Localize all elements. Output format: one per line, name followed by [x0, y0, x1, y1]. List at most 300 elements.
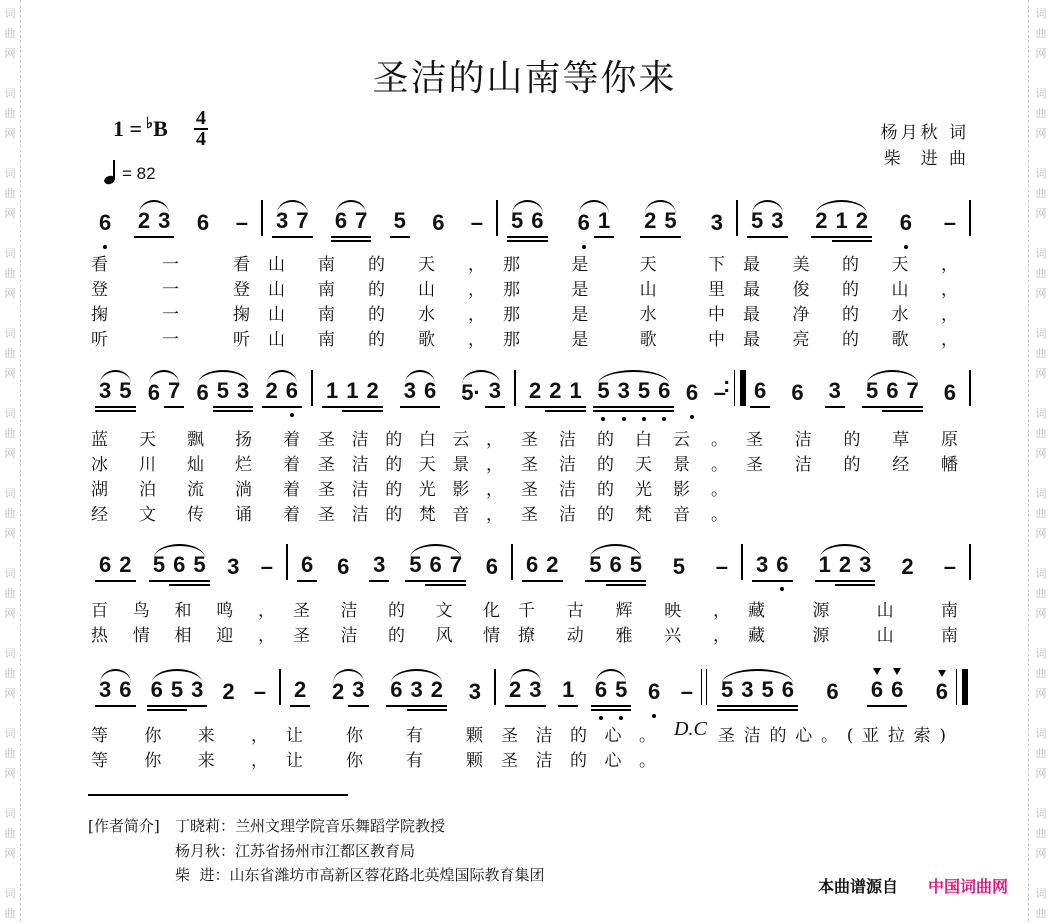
- key-signature: [113, 114, 168, 142]
- note: 7: [164, 379, 184, 408]
- note: 6: [791, 380, 804, 405]
- watermark-char: 网: [4, 767, 16, 780]
- source-label: 本曲谱源自: [818, 877, 899, 896]
- note: 5: [405, 553, 425, 582]
- lyric-line: 那是水中: [503, 305, 725, 325]
- note-group: [390, 209, 410, 238]
- note: 1: [832, 209, 852, 238]
- watermark-char: 曲: [1035, 907, 1047, 920]
- note-group: [290, 678, 310, 707]
- watermark-char: 网: [1035, 287, 1047, 300]
- note: 6: [196, 380, 209, 405]
- watermark-char: 词: [4, 807, 16, 820]
- lyric-line: 湖泊流淌着: [91, 480, 300, 500]
- note: 5: [189, 553, 209, 582]
- watermark-char: 网: [1035, 367, 1047, 380]
- measure: [495, 667, 707, 707]
- sustain-dash: –: [235, 210, 248, 235]
- watermark-char: 网: [4, 207, 16, 220]
- measure: [85, 198, 262, 238]
- watermark-char: 词: [4, 167, 16, 180]
- measure: [287, 542, 512, 582]
- note: 3: [154, 209, 174, 238]
- lyric-line: 那是山里: [503, 280, 725, 300]
- note: 3: [767, 209, 787, 238]
- slur-group: [640, 209, 681, 238]
- note: 1: [342, 379, 362, 408]
- note: 3: [485, 379, 505, 408]
- slur-group: [95, 678, 136, 707]
- note-group: [752, 553, 793, 582]
- lyric-line: 百鸟和鸣，: [91, 601, 275, 621]
- sustain-dash: –: [715, 554, 728, 579]
- note: 6: [682, 381, 702, 408]
- watermark-char: 网: [4, 527, 16, 540]
- note-group: [677, 680, 697, 707]
- watermark-char: 网: [4, 687, 16, 700]
- watermark-char: 网: [4, 367, 16, 380]
- watermark-char: 词: [1035, 567, 1047, 580]
- note-group: [558, 678, 578, 707]
- measure: [707, 667, 962, 707]
- lyric-line: 圣洁的风情: [293, 626, 500, 646]
- watermark-char: 词: [4, 567, 16, 580]
- note-group: [825, 379, 845, 408]
- note: 6: [115, 678, 135, 707]
- note: 3: [752, 553, 772, 582]
- lyric-line: 藏源山南: [748, 601, 958, 621]
- watermark-char: 网: [1035, 127, 1047, 140]
- note: 6: [297, 553, 317, 582]
- slur-group: [591, 678, 632, 707]
- note-group: [940, 555, 960, 582]
- slur-group: [400, 379, 441, 408]
- note-group: [750, 379, 770, 408]
- note-group: [369, 553, 389, 582]
- note: 5: [634, 379, 654, 408]
- note: 3: [227, 554, 240, 579]
- bio-entry: 丁晓莉：兰州文理学院音乐舞蹈学院教授: [175, 817, 446, 835]
- slur-group: [331, 209, 372, 238]
- watermark-char: 曲: [4, 907, 16, 920]
- lyric-line: 热情相迎，: [91, 626, 275, 646]
- slur-group: [149, 553, 210, 582]
- note: 3: [614, 379, 634, 408]
- lyric-line: 圣洁的光影。: [521, 480, 728, 500]
- watermark-char: 网: [1035, 527, 1047, 540]
- watermark-char: 曲: [1035, 27, 1047, 40]
- note: 7: [351, 209, 371, 238]
- lyric-line: 让你有颗: [286, 751, 483, 771]
- watermark-char: 曲: [4, 347, 16, 360]
- watermark-char: 曲: [4, 187, 16, 200]
- tempo-marking: [104, 160, 156, 184]
- watermark-char: 网: [1035, 847, 1047, 860]
- note-group: [193, 211, 213, 238]
- note-group: [712, 555, 732, 582]
- sustain-dash: –: [253, 679, 266, 704]
- note-group: [95, 211, 115, 238]
- lyric-line: 圣洁的心。: [501, 751, 656, 771]
- measure: [262, 198, 497, 238]
- sustain-dash: –: [943, 210, 956, 235]
- note: 2: [811, 209, 831, 238]
- watermark-char: 词: [1035, 887, 1047, 900]
- note: 3: [407, 678, 427, 707]
- lyric-line: 让你有颗: [286, 726, 483, 746]
- note: 7: [292, 209, 312, 238]
- note: 6: [196, 210, 210, 235]
- measure: [737, 198, 970, 238]
- song-title: 圣洁的山南等你来: [372, 58, 677, 99]
- watermark-char: 词: [4, 7, 16, 20]
- lyric-line: 最俊的山，: [743, 280, 958, 300]
- single-barline: [969, 200, 971, 236]
- note: 2: [505, 678, 525, 707]
- note: 6: [591, 678, 611, 707]
- note: 6: [606, 553, 626, 582]
- lyric-line: 圣洁的经幡: [746, 455, 958, 475]
- note: 6: [95, 211, 115, 238]
- note-group: [522, 553, 563, 582]
- measure: [85, 368, 312, 408]
- note: 2: [115, 553, 135, 582]
- watermark-char: 曲: [1035, 507, 1047, 520]
- lyric-line: 登一登: [91, 280, 250, 300]
- key-tonic: 1: [113, 116, 124, 141]
- watermark-char: 曲: [1035, 587, 1047, 600]
- note-group: [232, 211, 252, 238]
- note: 5: [115, 379, 135, 408]
- note-group: [897, 555, 917, 582]
- note: 6: [522, 553, 542, 582]
- bio-entry: 柴 进：山东省潍坊市高新区蓉花路北英煌国际教育集团: [175, 866, 545, 884]
- watermark-char: 词: [4, 727, 16, 740]
- left-watermark-strip: [0, 0, 21, 921]
- lyric-line: 千古辉映，: [518, 601, 730, 621]
- note: 5·: [461, 380, 481, 405]
- quarter-note-icon: [104, 160, 118, 184]
- lyric-line: 圣洁的天景。: [521, 455, 728, 475]
- note: 6: [932, 680, 952, 707]
- note: 5: [390, 209, 410, 238]
- lyric-line: 藏源山南: [748, 626, 958, 646]
- lyric-line: 圣洁的草原: [746, 430, 958, 450]
- lyric-line: 圣洁的文化: [293, 601, 500, 621]
- lyric-line: 山南的歌，: [268, 330, 485, 350]
- watermark-char: 词: [1035, 407, 1047, 420]
- note: 6: [943, 380, 956, 405]
- note-group: [218, 680, 238, 707]
- note: 2: [332, 679, 345, 704]
- measure: [85, 667, 280, 707]
- meter-bottom: 4: [196, 128, 206, 150]
- note: 2: [542, 553, 562, 582]
- note: 2: [262, 379, 282, 408]
- note-group: [787, 381, 807, 408]
- note: 5: [660, 209, 680, 238]
- slur-group: [574, 209, 615, 238]
- note: 5: [626, 553, 646, 582]
- watermark-char: 词: [1035, 647, 1047, 660]
- note-group: [95, 553, 136, 582]
- lyric-line: 圣洁的天景，: [318, 455, 503, 475]
- watermark-char: 曲: [1035, 667, 1047, 680]
- note-group: [465, 680, 485, 707]
- slur-group: [386, 678, 447, 707]
- watermark-char: 网: [4, 127, 16, 140]
- note-group: [322, 379, 383, 408]
- note: 5: [747, 209, 767, 238]
- note-group: [257, 555, 277, 582]
- watermark-char: 曲: [4, 507, 16, 520]
- slur-group: [811, 209, 872, 238]
- watermark-char: 词: [4, 887, 16, 900]
- slur-group: [507, 209, 548, 238]
- note-group: [333, 555, 353, 582]
- note: 3: [272, 209, 292, 238]
- single-barline: [969, 370, 971, 406]
- sustain-dash: –: [680, 679, 693, 704]
- note: 5: [717, 678, 737, 707]
- measure: [742, 542, 970, 582]
- slur-group: [593, 379, 674, 408]
- measure: [312, 368, 515, 408]
- note: 3: [348, 678, 368, 707]
- note: 3: [468, 679, 481, 704]
- note: 3: [710, 210, 723, 235]
- watermark-char: 曲: [1035, 347, 1047, 360]
- note: 3: [233, 379, 253, 408]
- note: 2: [363, 379, 383, 408]
- measure: [497, 198, 737, 238]
- note: 3: [825, 379, 845, 408]
- note-group: [940, 381, 960, 408]
- note: 2: [852, 209, 872, 238]
- lyric-line: 那是天下: [503, 255, 725, 275]
- slur-group: [585, 553, 646, 582]
- watermark-char: 曲: [1035, 267, 1047, 280]
- watermark-char: 词: [4, 647, 16, 660]
- lyric-line: 圣洁的梵音，: [318, 505, 503, 525]
- note: 6: [750, 379, 770, 408]
- lyricist-credit: 杨月秋 词: [880, 123, 969, 143]
- slur-group: [505, 678, 546, 707]
- note: 2: [901, 554, 914, 579]
- note: 5: [672, 554, 685, 579]
- note: 6: [420, 379, 440, 408]
- lyric-line: 蓝天飘扬着: [91, 430, 300, 450]
- slur-group: [405, 553, 466, 582]
- measure: [515, 368, 740, 408]
- lyric-line: 最美的天，: [743, 255, 958, 275]
- note: 6: [644, 680, 664, 707]
- final-barline: [956, 669, 968, 705]
- note: 1: [594, 209, 614, 238]
- lyric-line: 圣洁的心。(亚拉索): [718, 726, 946, 746]
- note: 6: [282, 379, 302, 408]
- note: 6: [778, 678, 798, 707]
- watermark-char: 曲: [4, 667, 16, 680]
- note-group: [822, 680, 842, 707]
- note-group: [940, 211, 960, 238]
- lyric-line: 听一听: [91, 330, 250, 350]
- slur-group: [815, 553, 876, 582]
- watermark-char: 词: [1035, 7, 1047, 20]
- note: 6: [337, 554, 350, 579]
- watermark-char: 词: [4, 327, 16, 340]
- watermark-char: 曲: [4, 27, 16, 40]
- lyric-line: 经文传诵着: [91, 505, 300, 525]
- note-group: [669, 555, 689, 582]
- watermark-char: 网: [4, 287, 16, 300]
- note: 6: [425, 553, 445, 582]
- tempo-bpm: 82: [136, 164, 156, 183]
- note: 3: [95, 379, 115, 408]
- note-group: [428, 211, 448, 238]
- lyric-line: 最净的水，: [743, 305, 958, 325]
- slur-group: [717, 678, 798, 707]
- lyric-line: 圣洁的白云。: [521, 430, 728, 450]
- slur-group: [95, 379, 136, 408]
- note: 3: [187, 678, 207, 707]
- slur-group: [147, 678, 208, 707]
- measure: [85, 542, 287, 582]
- note: 6: [887, 678, 907, 707]
- watermark-char: 词: [4, 407, 16, 420]
- note: 5: [758, 678, 778, 707]
- watermark-char: 网: [1035, 767, 1047, 780]
- note: 5: [862, 379, 882, 408]
- note: 6: [896, 211, 916, 238]
- note: 5: [507, 209, 527, 238]
- source-site-link[interactable]: 中国词曲网: [928, 877, 1009, 896]
- note: 5: [593, 379, 613, 408]
- slur-group: [862, 379, 923, 408]
- slur-group: [457, 379, 505, 408]
- slur-group: [144, 379, 185, 408]
- note-group: [707, 211, 727, 238]
- note: 6: [147, 678, 167, 707]
- note-group: [297, 553, 317, 582]
- watermark-char: 曲: [4, 267, 16, 280]
- watermark-char: 词: [1035, 247, 1047, 260]
- note: 3: [855, 553, 875, 582]
- key-equals: =: [129, 116, 143, 141]
- note: 2: [835, 553, 855, 582]
- footnote-divider: [88, 794, 348, 796]
- note: 6: [432, 210, 445, 235]
- slur-group: [193, 379, 254, 408]
- slur-group: [328, 678, 369, 707]
- note-group: [250, 680, 270, 707]
- da-capo-marking: D.C: [674, 718, 707, 740]
- note: 1: [558, 678, 578, 707]
- bio-heading: [作者简介]: [88, 817, 160, 835]
- note: 3: [369, 553, 389, 582]
- lyric-line: 那是歌中: [503, 330, 725, 350]
- watermark-char: 网: [1035, 607, 1047, 620]
- note-group: [896, 211, 916, 238]
- key-note: B: [153, 116, 168, 141]
- composer-credit: 柴 进 曲: [883, 149, 969, 169]
- time-signature: [194, 107, 208, 150]
- note: 2: [290, 678, 310, 707]
- note: 2: [222, 679, 235, 704]
- right-watermark-strip: [1028, 0, 1049, 921]
- lyric-line: 圣洁的光影，: [318, 480, 503, 500]
- lyric-line: 冰川灿烂着: [91, 455, 300, 475]
- watermark-char: 词: [1035, 487, 1047, 500]
- bio-entry: 杨月秋：江苏省扬州市江都区教育局: [175, 842, 416, 860]
- note: 2: [134, 209, 154, 238]
- note: 6: [882, 379, 902, 408]
- note-group: [525, 379, 586, 408]
- watermark-char: 网: [1035, 207, 1047, 220]
- single-barline: [969, 544, 971, 580]
- note: 5: [213, 379, 233, 408]
- slur-group: [747, 209, 788, 238]
- note: 5: [585, 553, 605, 582]
- watermark-char: 词: [4, 247, 16, 260]
- note: 6: [527, 209, 547, 238]
- sustain-dash: –: [470, 210, 483, 235]
- lyric-line: 等你来，: [91, 751, 268, 771]
- watermark-char: 网: [4, 847, 16, 860]
- watermark-char: 词: [1035, 327, 1047, 340]
- watermark-char: 曲: [4, 827, 16, 840]
- watermark-char: 曲: [1035, 827, 1047, 840]
- watermark-char: 网: [1035, 47, 1047, 60]
- note: 3: [525, 678, 545, 707]
- watermark-char: 曲: [1035, 107, 1047, 120]
- watermark-char: 词: [4, 487, 16, 500]
- lyric-line: 圣洁的白云，: [318, 430, 503, 450]
- watermark-char: 词: [4, 87, 16, 100]
- sustain-dash: –: [943, 554, 956, 579]
- lyric-line: 山南的天，: [268, 255, 485, 275]
- note: 6: [386, 678, 406, 707]
- note: 1: [322, 379, 342, 408]
- note: 1: [815, 553, 835, 582]
- note: 5: [611, 678, 631, 707]
- watermark-char: 曲: [4, 427, 16, 440]
- note-group: [467, 211, 487, 238]
- lyric-line: 最亮的歌，: [743, 330, 958, 350]
- note: 2: [525, 379, 545, 408]
- slur-group: [272, 209, 313, 238]
- lyric-line: 山南的水，: [268, 305, 485, 325]
- note: 6: [867, 678, 887, 707]
- watermark-char: 词: [1035, 807, 1047, 820]
- note-group: [932, 680, 952, 707]
- lyric-line: 撩动雅兴，: [518, 626, 730, 646]
- slur-group: [262, 379, 303, 408]
- meter-top: 4: [196, 107, 206, 129]
- note: 1: [566, 379, 586, 408]
- note: 3: [400, 379, 420, 408]
- note: 6: [574, 211, 594, 238]
- note: 6: [654, 379, 674, 408]
- watermark-char: 网: [1035, 687, 1047, 700]
- note: 2: [640, 209, 660, 238]
- lyric-line: 山南的山，: [268, 280, 485, 300]
- lyric-line: 等你来，: [91, 726, 268, 746]
- watermark-char: 网: [1035, 447, 1047, 460]
- note-group: [644, 680, 664, 707]
- watermark-char: 曲: [1035, 187, 1047, 200]
- note-group: [223, 555, 243, 582]
